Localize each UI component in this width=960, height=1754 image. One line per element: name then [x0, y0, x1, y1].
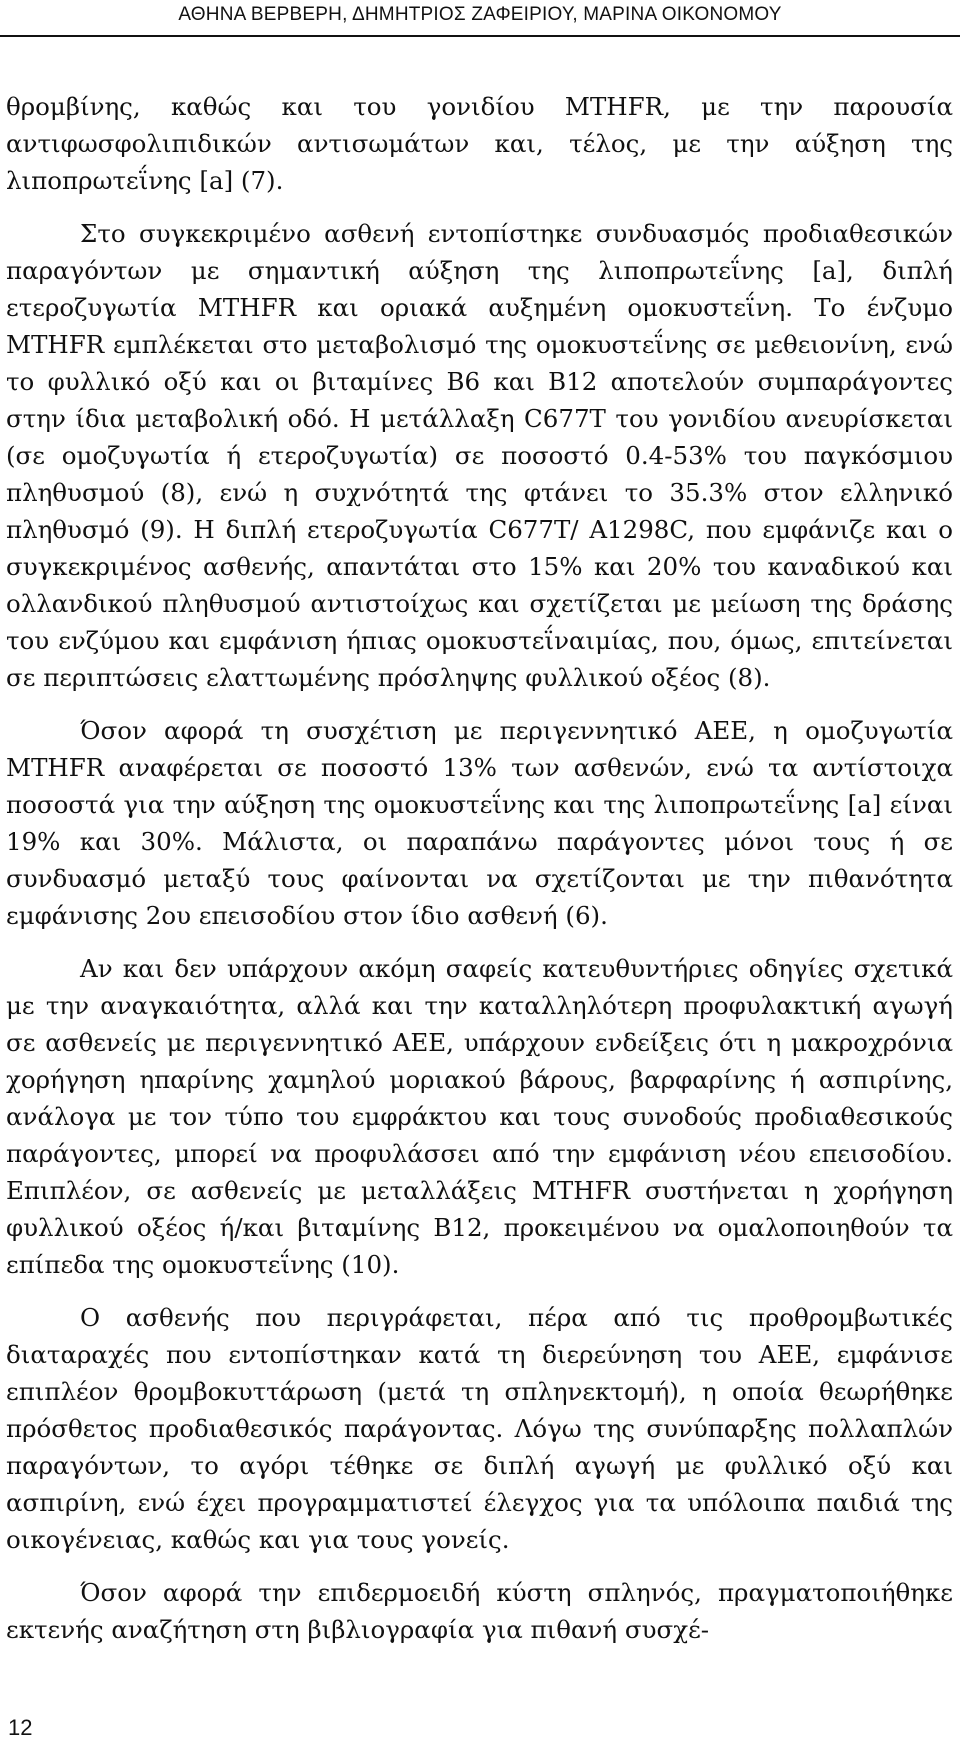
body-paragraph: Όσον αφορά την επιδερμοειδή κύστη σπληνός, πραγματοποιήθηκε εκτενής αναζήτηση στη βιβλιογραφία για πιθανή συσχέ- — [6, 1578, 953, 1644]
body-paragraph: θρομβίνης, καθώς και του γονιδίου MTHFR, με την παρουσία αντιφωσφολιπιδικών αντισωμάτων και, τέλος, με την αύξηση της λιποπρωτεΐνης [a] (7). — [6, 92, 953, 195]
body-paragraph: Όσον αφορά τη συσχέτιση με περιγεννητικό ΑΕΕ, η ομοζυγωτία MTHFR αναφέρεται σε ποσοστό 13% των ασθενών, ενώ τα αντίστοιχα ποσοστά για την αύξηση της ομοκυστεΐνης και της λιποπρωτεΐνης [a] είναι 19% και 30%. Μάλιστα, οι παραπάνω παράγοντες μόνοι τους ή σε συνδυασμό μεταξύ τους φαίνονται να σχετίζονται με την πιθανότητα εμφάνισης 2ου επεισοδίου στον ίδιο ασθενή (6). — [6, 716, 953, 930]
running-header-authors: ΑΘΗΝΑ ΒΕΡΒΕΡΗ, ΔΗΜΗΤΡΙΟΣ ΖΑΦΕΙΡΙΟΥ, ΜΑΡΙΝΑ ΟΙΚΟΝΟΜΟΥ — [178, 4, 782, 25]
page-number: 12 — [8, 1715, 33, 1740]
body-paragraph: Αν και δεν υπάρχουν ακόμη σαφείς κατευθυντήριες οδηγίες σχετικά με την αναγκαιότητα, αλλά και την καταλληλότερη προφυλακτική αγωγή σε ασθενείς με περιγεννητικό ΑΕΕ, υπάρχουν ενδείξεις ότι η μακροχρόνια χορήγηση ηπαρίνης χαμηλού μοριακού βάρους, βαρφαρίνης ή ασπιρίνης, ανάλογα με τον τύπο του εμφράκτου και τους συνοδούς προδιαθεσικούς παράγοντες, μπορεί να προφυλάσσει από την εμφάνιση νέου επεισοδίου. Επιπλέον, σε ασθενείς με μεταλλάξεις MTHFR συστήνεται η χορήγηση φυλλικού οξέος ή/και βιταμίνης B12, προκειμένου να ομαλοποιηθούν τα επίπεδα της ομοκυστεΐνης (10). — [6, 954, 953, 1279]
body-paragraph: Στο συγκεκριμένο ασθενή εντοπίστηκε συνδυασμός προδιαθεσικών παραγόντων με σημαντική αύξηση της λιποπρωτεΐνης [a], διπλή ετεροζυγωτία MTHFR και οριακά αυξημένη ομοκυστεΐνη. Το ένζυμο MTHFR εμπλέκεται στο μεταβολισμό της ομοκυστεΐνης σε μεθειονίνη, ενώ το φυλλικό οξύ και οι βιταμίνες B6 και B12 αποτελούν συμπαράγοντες στην ίδια μεταβολική οδό. Η μετάλλαξη C677T του γονιδίου ανευρίσκεται (σε ομοζυγωτία ή ετεροζυγωτία) σε ποσοστό 0.4-53% του παγκόσμιου πληθυσμού (8), ενώ η συχνότητά της φτάνει το 35.3% στον ελληνικό πληθυσμό (9). Η διπλή ετεροζυγωτία C677T/ A1298C, που εμφάνιζε και ο συγκεκριμένος ασθενής, απαντάται στο 15% και 20% του καναδικού και ολλανδικού πληθυσμού αντιστοίχως και σχετίζεται με μείωση της δράσης του ενζύμου και εμφάνιση ήπιας ομοκυστεΐναιμίας, που, όμως, επιτείνεται σε περιπτώσεις ελαττωμένης πρόσληψης φυλλικού οξέος (8). — [6, 219, 953, 692]
article-body — [6, 88, 953, 1648]
header-divider — [0, 35, 960, 37]
body-paragraph: Ο ασθενής που περιγράφεται, πέρα από τις προθρομβωτικές διαταραχές που εντοπίστηκαν κατά τη διερεύνηση του ΑΕΕ, εμφάνισε επιπλέον θρομβοκυττάρωση (μετά τη σπληνεκτομή), η οποία θεωρήθηκε πρόσθετος προδιαθεσικός παράγοντας. Λόγω της συνύπαρξης πολλαπλών παραγόντων, το αγόρι τέθηκε σε διπλή αγωγή με φυλλικό οξύ και ασπιρίνη, ενώ έχει προγραμματιστεί έλεγχος για τα υπόλοιπα παιδιά της οικογένειας, καθώς και για τους γονείς. — [6, 1303, 953, 1554]
